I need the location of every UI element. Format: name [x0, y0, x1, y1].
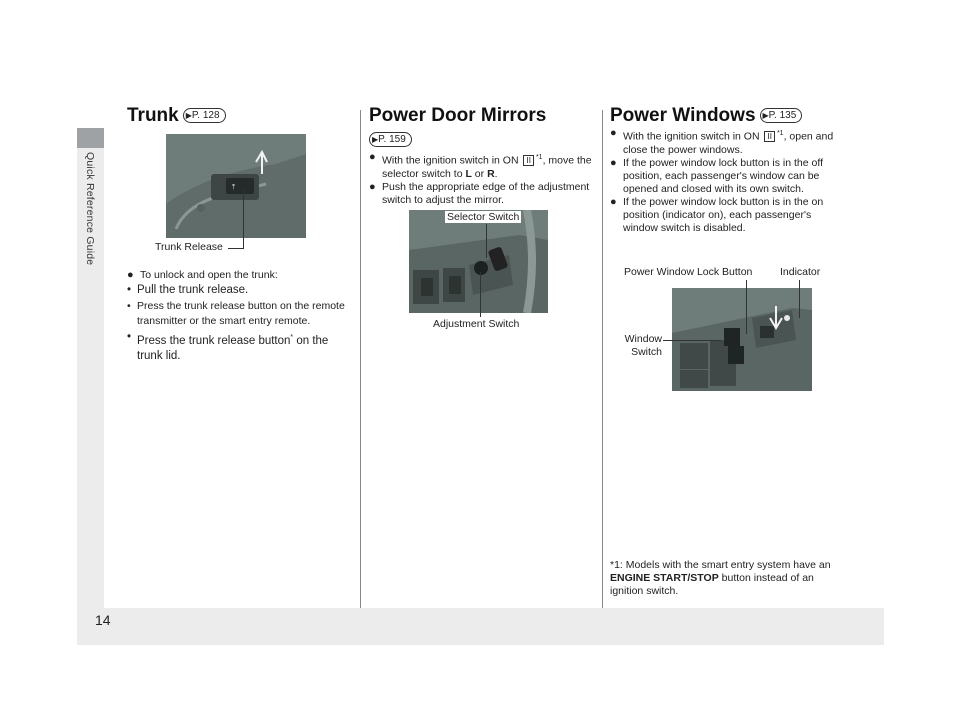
callout-power-window-lock-button: Power Window Lock Button — [624, 266, 753, 278]
bullet-icon: ● — [369, 151, 376, 163]
bullet-icon: ● — [610, 127, 617, 139]
arrow-icon: ▶ — [185, 111, 192, 120]
trunk-release-illustration — [166, 134, 306, 238]
column-divider — [602, 110, 603, 608]
leader-line — [746, 280, 747, 334]
leader-line — [480, 272, 481, 317]
windows-page-ref[interactable]: ▶P. 135 — [760, 108, 803, 123]
leader-line — [663, 340, 721, 341]
mirror-switch-photo — [409, 210, 548, 313]
sidebar-label: Quick Reference Guide — [84, 152, 96, 266]
bullet-icon: ● — [127, 269, 134, 281]
leader-line — [799, 280, 800, 318]
arrow-icon: ▶ — [762, 111, 769, 120]
arrow-icon: ▶ — [372, 135, 379, 144]
list-item: • Press the trunk release button on the remote transmitter or the smart entry remote. — [127, 300, 345, 327]
trunk-release-photo — [166, 134, 306, 238]
ignition-key-icon: II — [764, 131, 774, 142]
trunk-page-ref[interactable]: ▶P. 128 — [183, 108, 226, 123]
footnote: *1: Models with the smart entry system have an ENGINE START/STOP button instead of an ignition switch. — [610, 559, 831, 597]
ignition-key-icon: II — [523, 155, 533, 166]
leader-line — [486, 224, 487, 258]
trunk-title: Trunk ▶P. 128 — [127, 105, 226, 127]
callout-trunk-release: Trunk Release — [155, 241, 223, 253]
windows-instructions — [610, 127, 838, 235]
leader-line — [228, 248, 244, 249]
list-item: ● With the ignition switch in ON II $^{*1}$, move the selector switch to L or R. — [369, 151, 592, 180]
callout-indicator: Indicator — [780, 266, 821, 278]
list-item: ● Push the appropriate edge of the adjustment switch to adjust the mirror. — [369, 180, 590, 206]
windows-title: Power Windows ▶P. 135 — [610, 105, 802, 127]
callout-selector-switch: Selector Switch — [447, 211, 520, 223]
mirror-switch-illustration — [409, 210, 548, 313]
list-item: ● If the power window lock button is in the off position, each passenger's window can be opened and closed with its own switch. — [610, 156, 824, 195]
callout-window-switch: Window Switch — [624, 333, 662, 358]
bullet-icon: ● — [610, 195, 617, 208]
page-number: 14 — [95, 612, 111, 628]
trunk-instructions: ● To unlock and open the trunk: • Pull the trunk release. • Press the trunk release button on the remote transmitter or the smart entry remote. • Press the trunk release button* on the trunk lid. — [127, 269, 355, 364]
leader-line — [243, 189, 244, 249]
bullet-icon: ● — [369, 180, 376, 193]
mirrors-title: Power Door Mirrors — [369, 105, 547, 126]
bullet-icon: ● — [610, 156, 617, 169]
mirrors-page-ref[interactable]: ▶P. 159 — [369, 132, 412, 147]
sidebar-tab — [77, 128, 104, 148]
list-item: ● With the ignition switch in ON II $^{*1}$, open and close the power windows. — [610, 127, 834, 156]
mirrors-instructions — [369, 151, 597, 207]
callout-adjustment-switch: Adjustment Switch — [433, 318, 520, 330]
list-item: • Pull the trunk release. — [127, 284, 249, 296]
list-item: ● If the power window lock button is in the on position (indicator on), each passenger's window switch is disabled. — [610, 195, 824, 234]
svg-text:⤒: ⤒ — [232, 183, 236, 191]
column-divider — [360, 110, 361, 608]
list-item: • Press the trunk release button* on the trunk lid. — [127, 331, 329, 362]
